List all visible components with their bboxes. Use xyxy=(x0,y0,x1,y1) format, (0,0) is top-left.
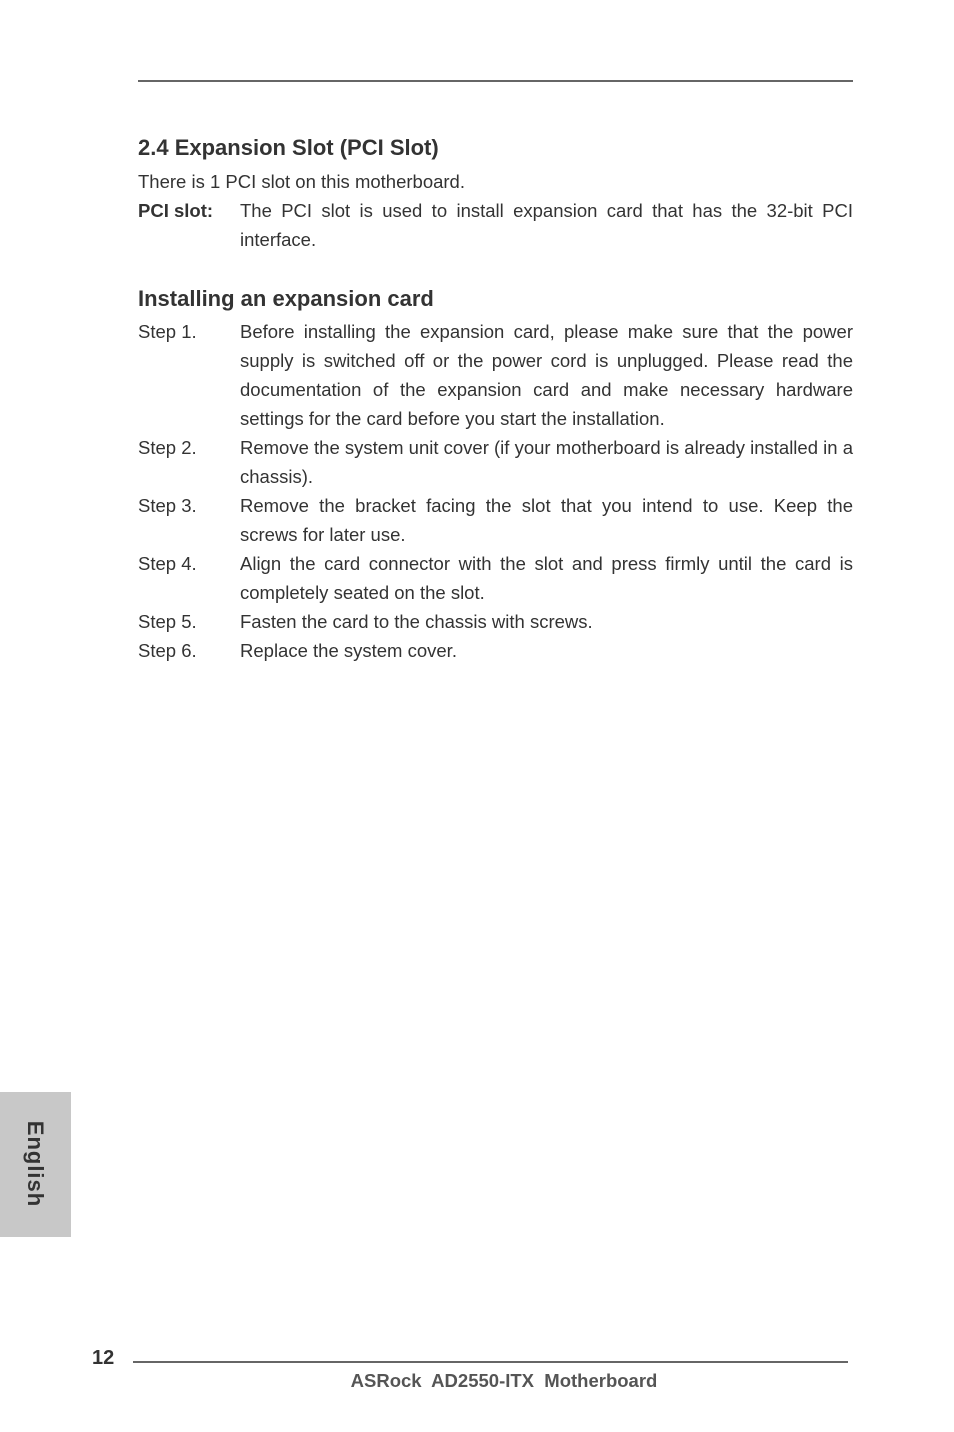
pci-slot-definition xyxy=(138,196,853,254)
footer-title: ASRock AD2550-ITX Motherboard xyxy=(350,1370,658,1391)
page-number: 12 xyxy=(92,1347,115,1369)
step-text: Fasten the card to the chassis with screws. xyxy=(240,611,593,632)
section-intro: There is 1 PCI slot on this motherboard. xyxy=(138,171,465,192)
step-label: Step 2. xyxy=(138,437,197,458)
step-text: Replace the system cover. xyxy=(240,640,457,661)
step-label: Step 4. xyxy=(138,553,197,574)
step-text: Before installing the expansion card, please make sure that the power supply is switched off or the power cord is unplugged. Please read the documentation of the expansion card and make necessary hardware settings for the card before you start the installation. xyxy=(240,321,853,429)
step-text: Align the card connector with the slot and press firmly until the card is completely seated on the slot. xyxy=(240,553,853,603)
step-label: Step 6. xyxy=(138,640,197,661)
page-content xyxy=(138,132,853,665)
step-text: Remove the system unit cover (if your motherboard is already installed in a chassis). xyxy=(240,437,853,487)
language-tab xyxy=(0,1092,71,1237)
language-tab-label: English xyxy=(23,1120,48,1208)
step-item xyxy=(138,636,853,665)
step-item xyxy=(138,433,853,491)
step-label: Step 3. xyxy=(138,495,197,516)
section-title: 2.4 Expansion Slot (PCI Slot) xyxy=(138,135,439,160)
step-item xyxy=(138,317,853,433)
step-item xyxy=(138,491,853,549)
steps-list xyxy=(138,317,853,665)
step-item xyxy=(138,549,853,607)
footer-rule xyxy=(133,1361,848,1363)
definition-text: The PCI slot is used to install expansion card that has the 32-bit PCI interface. xyxy=(240,200,853,250)
step-item xyxy=(138,607,853,636)
step-label: Step 1. xyxy=(138,321,197,342)
step-text: Remove the bracket facing the slot that you intend to use. Keep the screws for later use. xyxy=(240,495,853,545)
step-label: Step 5. xyxy=(138,611,197,632)
header-rule xyxy=(138,80,853,82)
subsection-title: Installing an expansion card xyxy=(138,286,434,311)
definition-term: PCI slot: xyxy=(138,200,214,221)
